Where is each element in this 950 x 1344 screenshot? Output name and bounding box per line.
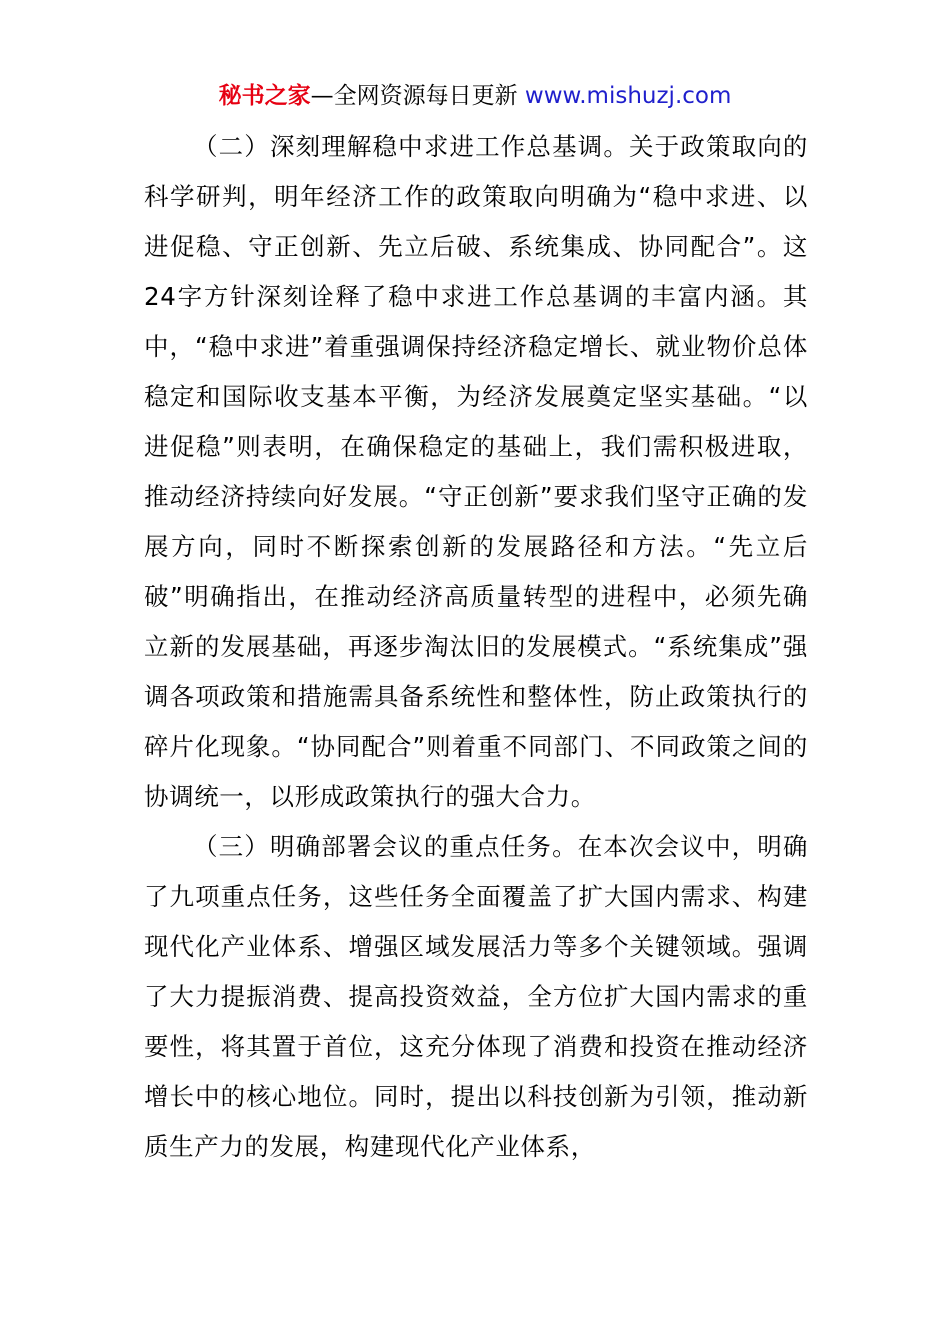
document-body (144, 122, 808, 1172)
paragraph-section-3: （三）明确部署会议的重点任务。在本次会议中，明确了九项重点任务，这些任务全面覆盖了扩大国内需求、构建现代化产业体系、增强区域发展活力等多个关键领域。强调了大力提振消费、提高投资效益，全方位扩大国内需求的重要性，将其置于首位，这充分体现了消费和投资在推动经济增长中的核心地位。同时，提出以科技创新为引领，推动新质生产力的发展，构建现代化产业体系， (144, 832, 808, 1161)
watermark-header (0, 80, 950, 112)
site-tagline: —全网资源每日更新 (310, 83, 518, 109)
site-url-link[interactable]: www.mishuzj.com (517, 83, 732, 109)
paragraph-section-2: （二）深刻理解稳中求进工作总基调。关于政策取向的科学研判，明年经济工作的政策取向明确为“稳中求进、以进促稳、守正创新、先立后破、系统集成、协同配合”。这24字方针深刻诠释了稳中求进工作总基调的丰富内涵。其中，“稳中求进”着重强调保持经济稳定增长、就业物价总体稳定和国际收支基本平衡，为经济发展奠定坚实基础。“以进促稳”则表明，在确保稳定的基础上，我们需积极进取，推动经济持续向好发展。“守正创新”要求我们坚守正确的发展方向，同时不断探索创新的发展路径和方法。“先立后破”明确指出，在推动经济高质量转型的进程中，必须先确立新的发展基础，再逐步淘汰旧的发展模式。“系统集成”强调各项政策和措施需具备系统性和整体性，防止政策执行的碎片化现象。“协同配合”则着重不同部门、不同政策之间的协调统一，以形成政策执行的强大合力。 (144, 132, 808, 811)
site-name: 秘书之家 (218, 83, 311, 109)
